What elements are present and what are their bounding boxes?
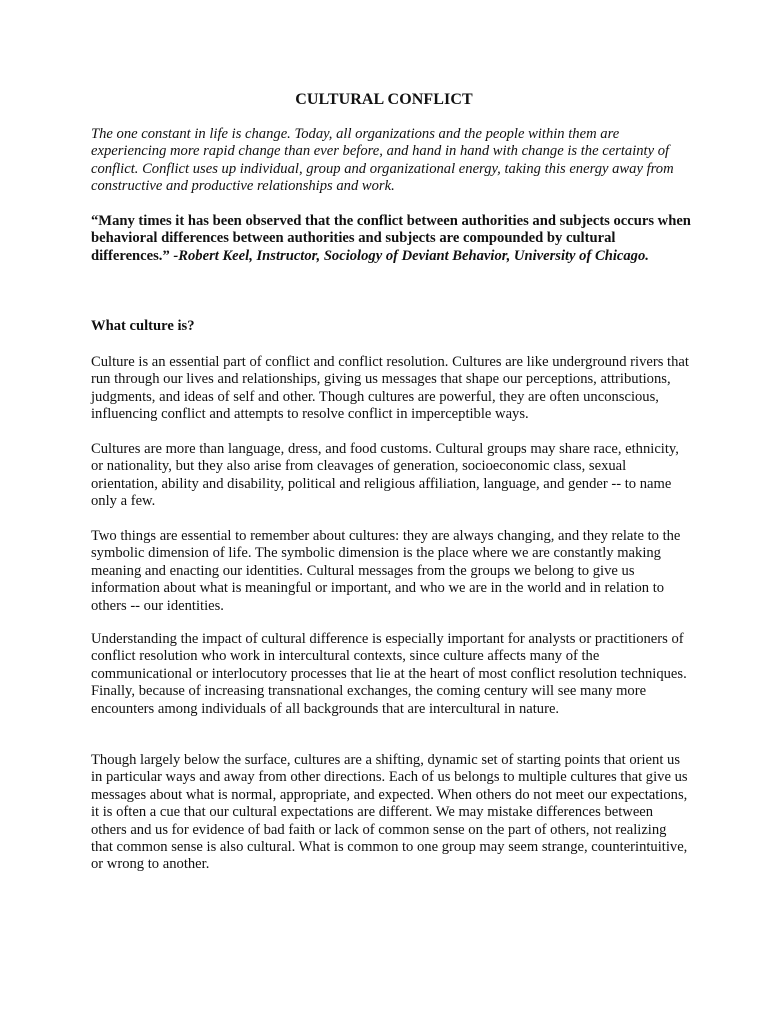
intro-paragraph: The one constant in life is change. Today, all organizations and the people within them are experiencing more rapid change than ever before, and hand in hand with change is the certainty of conflict. Conflict uses up individual, group and organizational energy, taking this energy away from constructive and productive relationships and work. — [91, 126, 674, 195]
quote-text: “Many times it has been observed that the conflict between authorities and subjects occurs when behavioral differences between authorities and subjects are compounded by cultural differences.” — [91, 213, 691, 264]
quote-block — [91, 213, 691, 265]
section-heading: What culture is? — [91, 318, 195, 334]
body-paragraph-5: Though largely below the surface, cultures are a shifting, dynamic set of starting points that orient us in particular ways and away from other directions. Each of us belongs to multiple cultures that give us messages about what is normal, appropriate, and expected. When others do not meet our expectations, it is often a cue that our cultural expectations are different. We may mistake differences between others and us for evidence of bad faith or lack of common sense on the part of others, not realizing that common sense is also cultural. What is common to one group may seem strange, counterintuitive, or wrong to another. — [91, 752, 688, 873]
body-paragraph-1: Culture is an essential part of conflict and conflict resolution. Cultures are like underground rivers that run through our lives and relationships, giving us messages that shape our perceptions, attributions, judgments, and ideas of self and other. Though cultures are powerful, they are often unconscious, influencing conflict and attempts to resolve conflict in imperceptible ways. — [91, 354, 689, 423]
body-paragraph-2: Cultures are more than language, dress, and food customs. Cultural groups may share race, ethnicity, or nationality, but they also arise from cleavages of generation, socioeconomic class, sexual orientation, ability and disability, political and religious affiliation, language, and gender -- to name only a few. — [91, 441, 679, 510]
quote-attribution: -Robert Keel, Instructor, Sociology of Deviant Behavior, University of Chicago. — [173, 247, 649, 264]
body-paragraph-3: Two things are essential to remember about cultures: they are always changing, and they relate to the symbolic dimension of life. The symbolic dimension is the place where we are constantly making meaning and enacting our identities. Cultural messages from the groups we belong to give us information about what is meaningful or important, and who we are in the world and in relation to others -- our identities. — [91, 528, 681, 614]
body-paragraph-4: Understanding the impact of cultural difference is especially important for analysts or practitioners of conflict resolution who work in intercultural contexts, since culture affects many of the communicational or interlocutory processes that lie at the heart of most conflict resolution techniques. Finally, because of increasing transnational exchanges, the coming century will see many more encounters among individuals of all backgrounds that are intercultural in nature. — [91, 631, 687, 717]
document-title: CULTURAL CONFLICT — [295, 91, 473, 108]
